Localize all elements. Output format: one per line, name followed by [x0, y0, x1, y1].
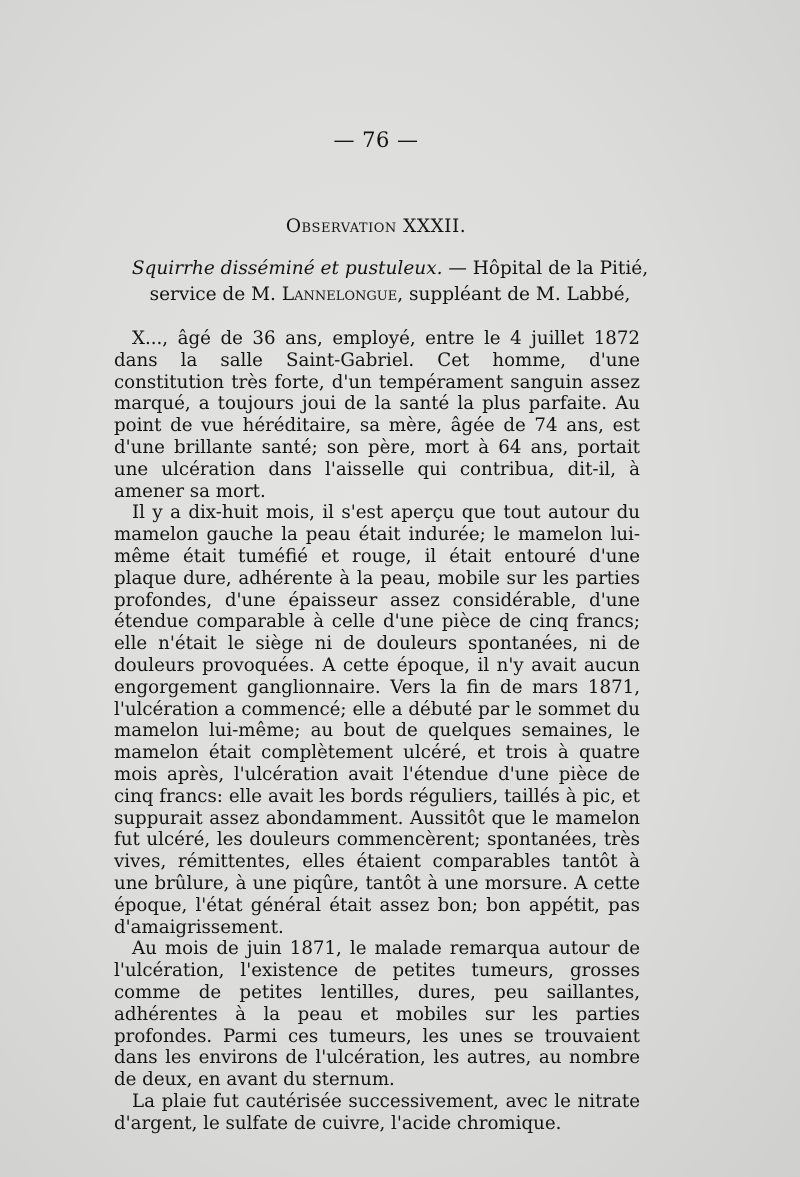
service-suffix: , suppléant de M. Labbé,: [397, 284, 631, 305]
page-number: — 76 —: [333, 128, 419, 152]
service-prefix: service de M.: [149, 284, 282, 305]
paragraph: La plaie fut cautérisée successivement, avec le nitrate d'argent, le sulfate de cuivre, l'acide chromique.: [114, 1090, 640, 1134]
paragraph: Au mois de juin 1871, le malade remarqua autour de l'ulcération, l'existence de petites tumeurs, grosses comme de petites lentilles, dures, peu saillantes, adhérentes à la peau et mobiles sur les parties profondes. Parmi ces tumeurs, les unes se trouvaient dans les environs de l'ulcération, les autres, au nombre de deux, en avant du sternum.: [114, 938, 640, 1091]
observation-title: Observation XXXII.: [285, 216, 467, 237]
paragraph: X..., âgé de 36 ans, employé, entre le 4 juillet 1872 dans la salle Saint-Gabriel. Cet homme, d'une constitution très forte, d'un tempérament sanguin assez marqué, a toujours joui de la santé la plus parfaite. Au point de vue héréditaire, sa mère, âgée de 74 ans, est d'une brillante santé; son père, mort à 64 ans, portait une ulcération dans l'aisselle qui contribua, dit-il, à amener sa mort.: [114, 328, 640, 502]
hospital-name: Hôpital de la Pitié,: [472, 258, 649, 279]
case-subject: Squirrhe disséminé et pustuleux.: [131, 258, 443, 279]
heading-dash: —: [442, 258, 473, 279]
observation-body: [114, 328, 640, 1134]
doctor-name: Lannelongue: [281, 284, 398, 305]
case-heading: [130, 256, 650, 308]
paragraph: Il y a dix-huit mois, il s'est aperçu que tout autour du mamelon gauche la peau était indurée; le mamelon lui-même était tuméfié et rouge, il était entouré d'une plaque dure, adhérente à la peau, mobile sur les parties profondes, d'une épaisseur assez considérable, d'une étendue comparable à celle d'une pièce de cinq francs; elle n'était le siège ni de douleurs spontanées, ni de douleurs provoquées. A cette époque, il n'y avait aucun engorgement ganglionnaire. Vers la fin de mars 1871, l'ulcération a commencé; elle a débuté par le sommet du mamelon lui-même; au bout de quelques semaines, le mamelon était complètement ulcéré, et trois à quatre mois après, l'ulcération avait l'étendue d'une pièce de cinq francs: elle avait les bords réguliers, taillés à pic, et suppurait assez abondamment. Aussitôt que le mamelon fut ulcéré, les douleurs commencèrent; spontanées, très vives, rémittentes, elles étaient comparables tantôt à une brûlure, à une piqûre, tantôt à une morsure. A cette époque, l'état général était assez bon; bon appétit, pas d'amaigrissement.: [114, 502, 640, 938]
